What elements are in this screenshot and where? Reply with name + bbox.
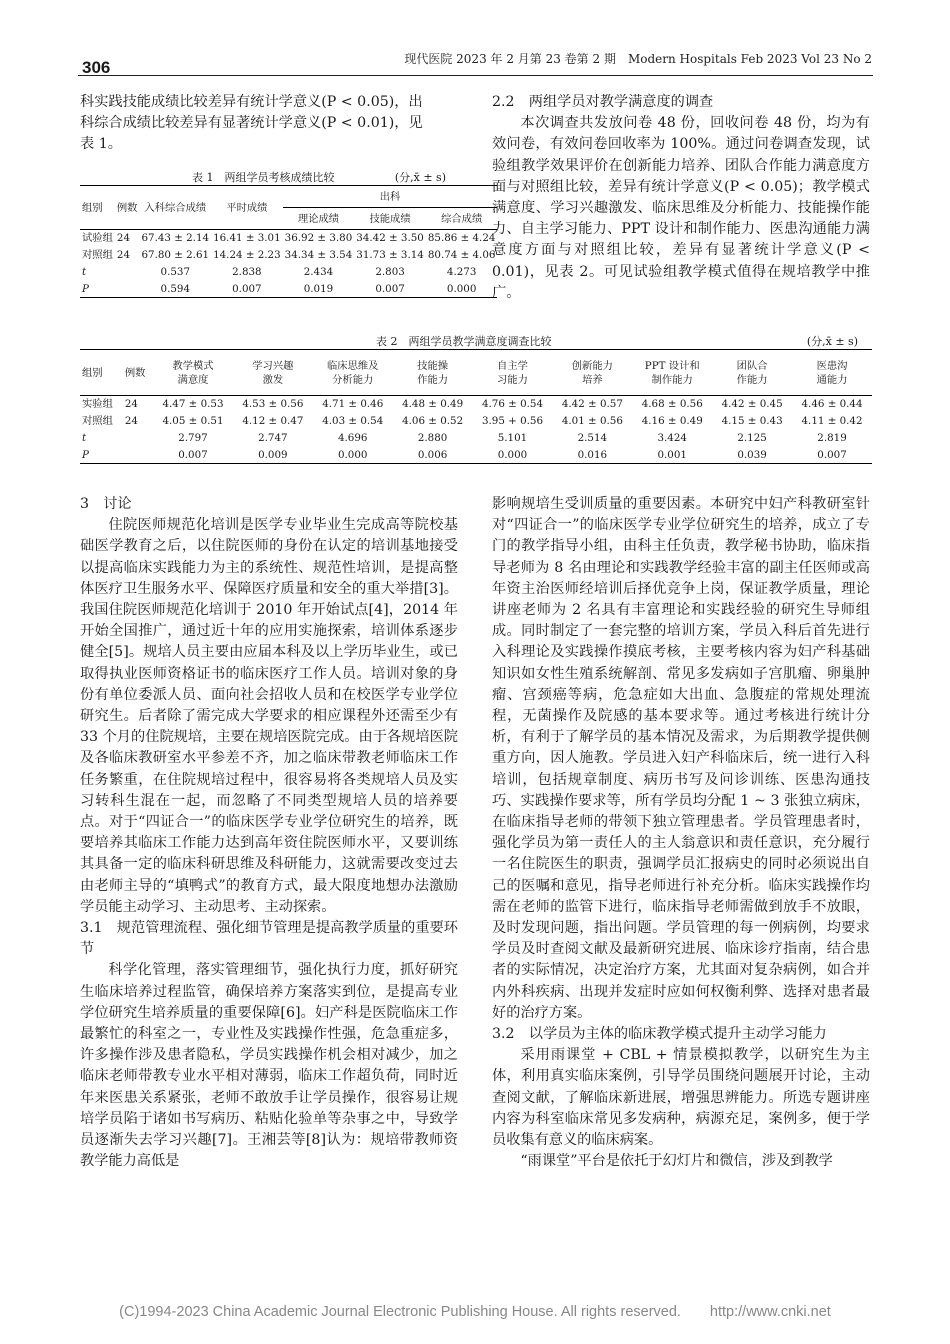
cell: 24 xyxy=(116,249,130,261)
cell: 2.838 xyxy=(232,266,262,278)
th-usual: 平时成绩 xyxy=(211,186,283,230)
text-line: 科实践技能成绩比较差异有统计学意义(P < 0.05)，出 xyxy=(80,94,423,110)
cell: 4.48 ± 0.49 xyxy=(402,398,464,411)
cell: 2.434 xyxy=(303,266,334,278)
cell: 4.53 ± 0.56 xyxy=(242,398,304,411)
cell: 4.273 xyxy=(446,266,477,278)
cell: 0.009 xyxy=(258,448,288,461)
t2-header-cell xyxy=(473,350,553,396)
cell: 0.007 xyxy=(178,448,208,461)
cell xyxy=(115,264,140,281)
cell: 2.819 xyxy=(817,432,847,444)
cell: 4.42 ± 0.57 xyxy=(561,398,623,411)
t2-header-line: 分析能力 xyxy=(332,373,374,386)
t2-header-cell xyxy=(233,350,313,396)
t2-header-line: 激发 xyxy=(262,373,284,386)
cell: 0.007 xyxy=(817,448,847,461)
cell: 3.95 + 0.56 xyxy=(481,415,543,427)
cell: 3.424 xyxy=(657,432,687,444)
table1-caption: 表 1 两组学员考核成绩比较 xyxy=(192,171,335,184)
t2-header-line: 满意度 xyxy=(177,373,209,386)
cell: 4.16 ± 0.49 xyxy=(641,415,703,427)
cell: t xyxy=(82,266,87,278)
cell: 5.101 xyxy=(497,432,528,444)
left-top-text xyxy=(80,92,458,156)
cell: 31.73 ± 3.14 xyxy=(356,249,424,261)
section-heading: 3 讨论 xyxy=(80,496,132,512)
t2-header-line: 制作能力 xyxy=(651,373,693,386)
cell: 对照组 xyxy=(82,249,113,261)
cell: 2.880 xyxy=(417,432,448,444)
cell: 0.000 xyxy=(446,282,477,295)
cell: 0.016 xyxy=(577,448,608,461)
cell: 4.03 ± 0.54 xyxy=(322,415,384,427)
t2-header-cell xyxy=(792,350,872,396)
t2-header-line: PPT 设计和 xyxy=(644,359,700,372)
t2-header-line: 例数 xyxy=(124,366,146,379)
table-row xyxy=(80,230,497,247)
cell: 4.71 ± 0.46 xyxy=(322,398,384,411)
th-n: 例数 xyxy=(115,186,140,230)
cell: 34.34 ± 3.54 xyxy=(284,249,353,261)
cell: 0.006 xyxy=(417,448,448,461)
cell: 0.594 xyxy=(160,282,191,295)
cell: 0.000 xyxy=(337,448,368,461)
t2-header-line: 创新能力 xyxy=(571,359,613,372)
table1 xyxy=(80,169,496,298)
table-row xyxy=(80,430,872,447)
cell: 2.797 xyxy=(178,432,208,444)
cell: 4.05 ± 0.51 xyxy=(162,415,224,427)
page-number: 306 xyxy=(82,58,111,77)
th-theory: 理论成绩 xyxy=(283,208,355,230)
cell: 2.803 xyxy=(375,266,405,278)
cell xyxy=(123,430,153,447)
t2-header-cell xyxy=(552,350,632,396)
header-rule xyxy=(78,75,873,76)
table-row xyxy=(80,396,872,413)
table2 xyxy=(80,333,872,464)
cell: 4.696 xyxy=(337,432,368,444)
cell: 4.12 ± 0.47 xyxy=(242,415,304,427)
th-exit: 出科 xyxy=(283,186,498,208)
cell: 67.80 ± 2.61 xyxy=(141,249,210,261)
paragraph: 采用雨课堂 + CBL + 情景模拟教学，以研究生为主体，利用真实临床案例，引导学员围绕问题展开讨论，主动查阅文献，了解临床新进展，增强思辨能力。所选专题讲座内容为科室临床常见多发病种，病源充足，案例多，便于学员收集有意义的临床病案。 xyxy=(492,1047,870,1149)
t2-header-line: 习能力 xyxy=(497,373,528,386)
t2-header-cell xyxy=(80,350,123,396)
cell: 67.43 ± 2.14 xyxy=(141,232,210,245)
t2-header-line: 团队合 xyxy=(736,359,768,372)
t2-header-line: 自主学 xyxy=(497,359,528,372)
t2-header-line: 培养 xyxy=(582,373,603,386)
table-row xyxy=(80,413,872,430)
paragraph: 科学化管理，落实管理细节，强化执行力度，抓好研究生临床培养过程监管，确保培养方案落实到位，是提高专业学位研究生培养质量的重要保障[6]。妇产科是医院临床工作最繁忙的科室之一，专业性及实践操作性强，危急重症多，许多操作涉及患者隐私，学员实践操作机会相对减少，加之临床老师带教专业水平相对薄弱，临床工作超负荷，同时近年来医患关系紧张，老师不敢放手让学员操作，很容易让规培学员陷于诸如书写病历、粘贴化验单等杂事之中，导致学员逐渐失去学习兴趣[7]。王湘芸等[8]认为：规培带教师资教学能力高低是 xyxy=(80,962,458,1170)
cell: 0.019 xyxy=(303,282,334,295)
cell: 85.86 ± 4.24 xyxy=(427,232,496,245)
cell xyxy=(123,447,153,464)
cell: 24 xyxy=(124,398,138,411)
cell: 实验组 xyxy=(82,398,113,411)
cell: 4.68 ± 0.56 xyxy=(641,398,703,411)
section-heading: 3.1 规范管理流程、强化细节管理是提高教学质量的重要环节 xyxy=(80,920,458,958)
table-row xyxy=(80,264,497,281)
table-row xyxy=(80,281,497,298)
t2-header-line: 通能力 xyxy=(816,373,848,386)
cell: 2.747 xyxy=(258,432,288,444)
text-line: 表 1。 xyxy=(80,136,122,153)
cell: 0.039 xyxy=(737,448,767,461)
cell: 4.01 ± 0.56 xyxy=(561,415,623,427)
cell: P xyxy=(82,448,89,461)
cell: 24 xyxy=(124,415,138,427)
th-skill: 技能成绩 xyxy=(354,208,426,230)
t2-header-line: 学习兴趣 xyxy=(252,359,294,372)
paragraph: 本次调查共发放问卷 48 份，回收问卷 48 份，均为有效问卷，有效问卷回收率为 100%。通过问卷调查发现，试验组教学效果评价在创新能力培养、团队合作能力满意度方面与对照组比较，差异有统计学意义(P < 0.05)；教学模式满意度、学习兴趣激发、临床思维及分析能力、技能操作能力、自主学习能力、PPT 设计和制作能力、医患沟通能力满意度方面与对照组比较，差异有显著统计学意义(P < 0.01)，见表 2。可见试验组教学模式值得在规培教学中推广。 xyxy=(492,115,870,301)
t2-header-line: 组别 xyxy=(82,366,103,379)
cell: 16.41 ± 3.01 xyxy=(213,232,281,245)
copyright-footer: (C)1994-2023 China Academic Journal Electronic Publishing House. All rights reserved. http://www.cnki.net xyxy=(119,1304,831,1320)
paragraph: 住院医师规范化培训是医学专业毕业生完成高等院校基础医学教育之后，以住院医师的身份在认定的培训基地接受以提高临床实践能力为主的系统性、规范性培训，是提高整体医疗卫生服务水平、保障医疗质量和安全的重大举措[3]。我国住院医师规范化培训于 2010 年开始试点[4]，2014 年开始全国推广，通过近十年的应用实施探索，培训体系逐步健全[5]。规培人员主要由应届本科及以上学历毕业生，或已取得执业医师资格证书的临床医疗工作人员。培训对象的身份有单位委派人员、面向社会招收人员和在校医学专业学位研究生。后者除了需完成大学要求的相应课程外还需至少有 33 个月的住院规培，主要在规培医院完成。由于各规培医院及各临床教研室水平参差不齐，加之临床带教老师临床工作任务繁重，在住院规培过程中，很容易将各类规培人员及实习转科生混在一起，而忽略了不同类型规培人员的培养要点。对于“四证合一”的临床医学专业学位研究生的培养，既要培养其临床工作能力达到高年资住院医师水平，又要训练其具备一定的临床科研思维及科研能力，这就需要改变过去由老师主导的“填鸭式”的教育方式，最大限度地想办法激励学员能主动学习、主动思考、主动探索。 xyxy=(80,517,458,915)
cell: 4.76 ± 0.54 xyxy=(481,398,543,411)
cell: 4.06 ± 0.52 xyxy=(402,415,464,427)
section-heading: 2.2 两组学员对教学满意度的调查 xyxy=(492,94,714,110)
cell: 4.47 ± 0.53 xyxy=(162,398,224,411)
running-header: 现代医院 2023 年 2 月第 23 卷第 2 期 Modern Hospitals Feb 2023 Vol 23 No 2 xyxy=(404,52,872,66)
cell: 4.42 ± 0.45 xyxy=(721,398,783,411)
t2-header-line: 作能力 xyxy=(736,373,768,386)
cell: 4.15 ± 0.43 xyxy=(721,415,783,427)
t2-header-cell xyxy=(632,350,712,396)
cell: 0.537 xyxy=(160,266,191,278)
cell: 0.007 xyxy=(232,282,262,295)
cell: 试验组 xyxy=(82,232,113,245)
cell: 0.007 xyxy=(375,282,405,295)
t2-header-line: 医患沟 xyxy=(816,359,848,372)
th-group: 组别 xyxy=(80,186,115,230)
t2-header-cell xyxy=(393,350,473,396)
cell: 14.24 ± 2.23 xyxy=(213,249,281,261)
left-discussion xyxy=(80,494,458,1173)
cell: 34.42 ± 3.50 xyxy=(356,232,424,245)
cell: 对照组 xyxy=(82,415,113,427)
t2-header-line: 作能力 xyxy=(417,373,449,386)
cell: P xyxy=(82,282,89,295)
cell: 4.11 ± 0.42 xyxy=(801,415,863,427)
table-row xyxy=(80,447,872,464)
right-top-text xyxy=(492,92,870,304)
cell: 0.001 xyxy=(657,448,687,461)
th-overall: 综合成绩 xyxy=(426,208,498,230)
cell: 4.46 ± 0.44 xyxy=(801,398,863,411)
cell: 80.74 ± 4.06 xyxy=(427,249,496,261)
cell: 0.000 xyxy=(497,448,528,461)
th-entry: 入科综合成绩 xyxy=(139,186,211,230)
t2-header-cell xyxy=(123,350,153,396)
paragraph: “雨课堂”平台是依托于幻灯片和微信，涉及到教学 xyxy=(520,1153,833,1170)
cell: 2.125 xyxy=(737,432,767,444)
cell xyxy=(115,281,140,298)
t2-header-line: 教学模式 xyxy=(172,359,214,372)
cell: 2.514 xyxy=(577,432,608,444)
table-row xyxy=(80,247,497,264)
cell: t xyxy=(82,432,87,444)
t2-header-line: 临床思维及 xyxy=(326,359,379,372)
cell: 24 xyxy=(116,232,130,245)
t2-header-cell xyxy=(313,350,393,396)
paragraph: 影响规培生受训质量的重要因素。本研究中妇产科教研室针对“四证合一”的临床医学专业学位研究生的培养，成立了专门的教学指导小组，由科主任负责，教学秘书协助，临床指导老师为 8 名由理论和实践教学经验丰富的副主任医师或高年资主治医师经培训后择优竞争上岗，保证教学质量，理论讲座老师为 2 名具有丰富理论和实践经验的研究生导师组成。同时制定了一套完整的培训方案，学员入科后首先进行入科理论及实践操作摸底考核，主要考核内容为妇产科基础知识如女性生殖系统解剖、常见多发病如子宫肌瘤、卵巢肿瘤、宫颈癌等病，危急症如大出血、急腹症的常规处理流程，无菌操作及院感的基本要求等。通过考核进行统计分析，有利于了解学员的基本情况及需求，为后期教学提供侧重方向，因人施教。学员进入妇产科临床后，统一进行入科培训，包括规章制度、病历书写及问诊训练、医患沟通技巧、实践操作要求等，所有学员均分配 1 ~ 3 张独立病床，在临床指导老师的带领下独立管理患者。学员管理患者时，强化学员为第一责任人的主人翁意识和责任意识，充分履行一名住院医生的职责，强调学员汇报病史的同时必须说出自己的医嘱和意见，指导老师进行补充分析。临床实践操作均需在老师的监管下进行，临床指导老师需做到放手不放眼，及时发现问题，指出问题。学员管理的每一例病例，均要求学员及时查阅文献及最新研究进展、临床诊疗指南，结合患者的实际情况，决定治疗方案，尤其面对复杂病例，如合并内外科疾病、出现并发症时应如何权衡利弊、选择对患者最好的治疗方案。 xyxy=(492,496,870,1021)
text-line: 科综合成绩比较差异有显著统计学意义(P < 0.01)，见 xyxy=(80,115,423,132)
table2-caption: 表 2 两组学员教学满意度调查比较 xyxy=(376,335,552,348)
right-discussion xyxy=(492,494,870,1173)
table1-unit: (分,x̄ ± s) xyxy=(394,171,446,184)
section-heading: 3.2 以学员为主体的临床教学模式提升主动学习能力 xyxy=(492,1026,827,1043)
table2-unit: (分,x̄ ± s) xyxy=(806,335,858,348)
t2-header-line: 技能操 xyxy=(417,359,449,372)
t2-header-cell xyxy=(712,350,792,396)
t2-header-cell xyxy=(153,350,233,396)
cell: 36.92 ± 3.80 xyxy=(284,232,353,245)
